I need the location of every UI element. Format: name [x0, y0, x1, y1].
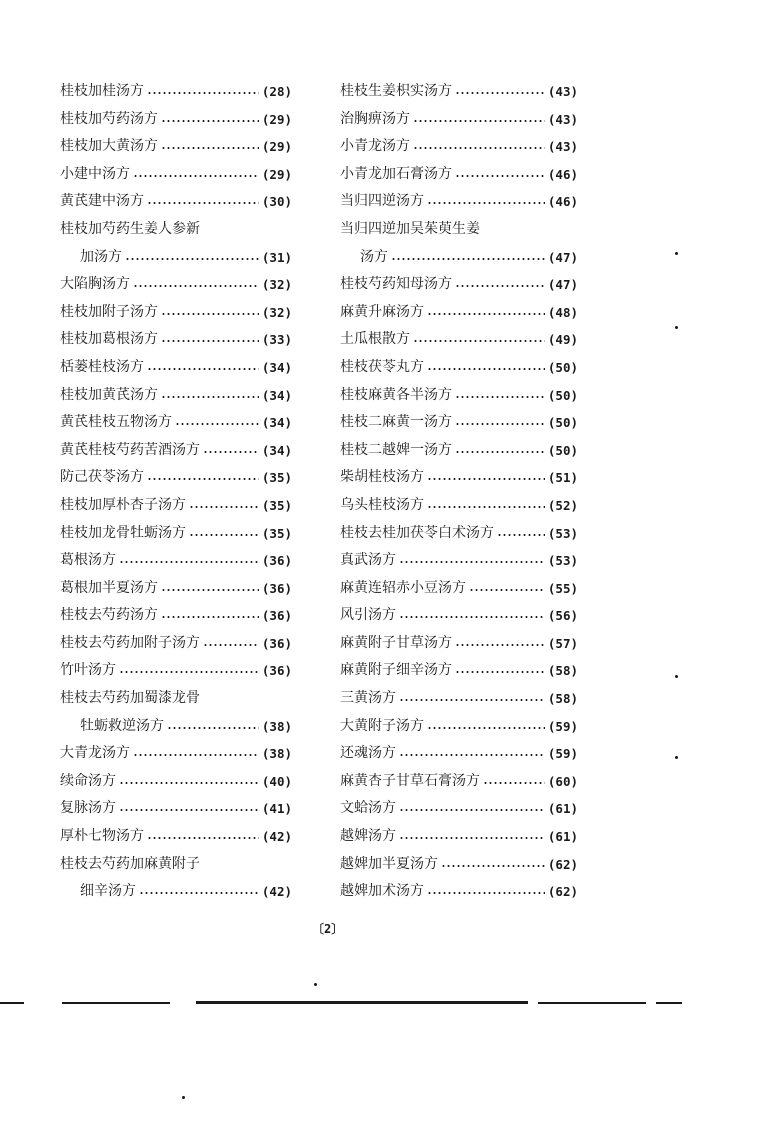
dot-leader — [147, 478, 259, 480]
dot-leader — [413, 147, 545, 149]
toc-entry-title: 麻黄附子细辛汤方 — [340, 662, 452, 679]
toc-entry-title: 桂枝加大黄汤方 — [60, 138, 158, 155]
scan-rule — [62, 1002, 170, 1004]
dot-leader — [427, 892, 545, 894]
toc-entry-title: 土瓜根散方 — [340, 331, 410, 348]
toc-entry — [340, 271, 578, 299]
toc-entry — [340, 133, 578, 161]
toc-page-number: (36) — [261, 580, 292, 596]
toc-page-number: (35) — [261, 497, 292, 513]
toc-page-number: (34) — [261, 415, 292, 431]
toc-page-number: (60) — [547, 773, 578, 789]
toc-entry-title: 当归四逆加吴茱萸生姜 — [340, 220, 480, 237]
toc-page-number: (41) — [261, 801, 292, 817]
toc-page-number: (47) — [547, 277, 578, 293]
dot-leader — [427, 727, 545, 729]
dot-leader — [161, 120, 259, 122]
toc-page-number: (47) — [547, 249, 578, 265]
dot-leader — [167, 727, 259, 729]
toc-page-number: (32) — [261, 304, 292, 320]
toc-page-number: (57) — [547, 635, 578, 651]
toc-right-column — [340, 78, 578, 906]
toc-entry-title: 桂枝去芍药加附子汤方 — [60, 634, 200, 651]
toc-entry — [60, 354, 292, 382]
toc-entry-title: 麻黄连轺赤小豆汤方 — [340, 579, 466, 596]
scan-rule — [0, 1002, 24, 1004]
dot-leader — [161, 616, 259, 618]
toc-page-number: (43) — [547, 84, 578, 99]
toc-entry — [60, 216, 292, 244]
dot-leader — [139, 892, 259, 894]
toc-entry — [60, 602, 292, 630]
scan-speck — [182, 1096, 185, 1099]
toc-entry — [60, 161, 292, 189]
toc-entry-title: 防己茯苓汤方 — [60, 469, 144, 486]
dot-leader — [399, 754, 545, 756]
toc-page-number: (30) — [261, 194, 292, 210]
dot-leader — [427, 368, 545, 370]
dot-leader — [441, 865, 545, 867]
toc-page-number: (56) — [547, 608, 578, 624]
dot-leader — [399, 837, 545, 839]
toc-page-number: (38) — [261, 746, 292, 762]
toc-entry-title: 桂枝二麻黄一汤方 — [340, 414, 452, 431]
toc-page-number: (28) — [261, 84, 292, 99]
scan-rule — [196, 1001, 528, 1004]
toc-entry — [340, 216, 578, 244]
toc-entry-title: 三黄汤方 — [340, 690, 396, 707]
toc-entry-title: 风引汤方 — [340, 607, 396, 624]
dot-leader — [455, 396, 545, 398]
toc-entry-title: 真武汤方 — [340, 552, 396, 569]
toc-entry-title: 桂枝去芍药汤方 — [60, 607, 158, 624]
toc-page-number: (42) — [261, 829, 292, 845]
toc-entry-title: 还魂汤方 — [340, 745, 396, 762]
toc-entry-title: 汤方 — [360, 248, 388, 265]
toc-entry — [60, 547, 292, 575]
dot-leader — [427, 313, 545, 315]
dot-leader — [161, 396, 259, 398]
dot-leader — [399, 809, 545, 811]
toc-entry — [60, 78, 292, 106]
toc-entry — [340, 382, 578, 410]
toc-entry-title: 桂枝加芍药生姜人参新 — [60, 220, 200, 237]
dot-leader — [119, 671, 259, 673]
toc-page-number: (50) — [547, 359, 578, 375]
toc-entry — [340, 740, 578, 768]
toc-page-number: (34) — [261, 387, 292, 403]
toc-page-number: (46) — [547, 194, 578, 210]
toc-entry-title: 细辛汤方 — [80, 883, 136, 900]
dot-leader — [161, 313, 259, 315]
toc-entry — [340, 409, 578, 437]
toc-page-number: (58) — [547, 691, 578, 707]
dot-leader — [391, 258, 545, 260]
toc-page-number: (33) — [261, 332, 292, 348]
toc-entry-title: 大青龙汤方 — [60, 745, 130, 762]
toc-entry — [340, 657, 578, 685]
toc-page-number: (50) — [547, 387, 578, 403]
dot-leader — [161, 340, 259, 342]
scan-speck — [675, 252, 678, 255]
toc-entry-title: 当归四逆汤方 — [340, 193, 424, 210]
dot-leader — [455, 671, 545, 673]
dot-leader — [399, 561, 545, 563]
toc-entry-title: 桂枝芍药知母汤方 — [340, 276, 452, 293]
toc-page-number: (59) — [547, 718, 578, 734]
dot-leader — [455, 423, 545, 425]
toc-entry — [60, 492, 292, 520]
toc-entry-title: 黄芪桂枝芍药苦酒汤方 — [60, 441, 200, 458]
dot-leader — [147, 368, 259, 370]
toc-page-number: (61) — [547, 829, 578, 845]
dot-leader — [427, 478, 545, 480]
scan-rule — [538, 1002, 646, 1004]
toc-entry-title: 桂枝加桂汤方 — [60, 83, 144, 99]
dot-leader — [455, 175, 545, 177]
toc-entry-title: 小青龙加石膏汤方 — [340, 165, 452, 182]
toc-entry-title: 厚朴七物汤方 — [60, 828, 144, 845]
dot-leader — [125, 258, 259, 260]
toc-entry-title: 桂枝加芍药汤方 — [60, 110, 158, 127]
toc-page-number: (53) — [547, 525, 578, 541]
toc-entry — [60, 299, 292, 327]
toc-entry — [60, 657, 292, 685]
toc-entry-title: 桂枝二越婢一汤方 — [340, 441, 452, 458]
scan-speck — [675, 756, 678, 759]
toc-page-number: (38) — [261, 718, 292, 734]
toc-page-number: (53) — [547, 553, 578, 569]
toc-entry — [60, 133, 292, 161]
toc-entry — [60, 437, 292, 465]
toc-entry — [340, 795, 578, 823]
toc-page-number: (36) — [261, 608, 292, 624]
toc-page-number: (62) — [547, 884, 578, 900]
dot-leader — [119, 809, 259, 811]
dot-leader — [119, 782, 259, 784]
toc-page-number: (42) — [261, 884, 292, 900]
dot-leader — [399, 616, 545, 618]
toc-entry — [340, 299, 578, 327]
toc-entry — [60, 409, 292, 437]
toc-entry-title: 黄芪建中汤方 — [60, 193, 144, 210]
dot-leader — [161, 589, 259, 591]
toc-entry — [60, 271, 292, 299]
toc-page-number: (43) — [547, 111, 578, 127]
toc-page-number: (48) — [547, 304, 578, 320]
dot-leader — [133, 175, 259, 177]
dot-leader — [147, 837, 259, 839]
dot-leader — [189, 506, 259, 508]
dot-leader — [469, 589, 545, 591]
toc-entry — [60, 464, 292, 492]
page-number: 〔2〕 — [312, 922, 344, 936]
toc-page-number: (32) — [261, 277, 292, 293]
toc-page-number: (49) — [547, 332, 578, 348]
toc-entry-title: 麻黄升麻汤方 — [340, 303, 424, 320]
toc-entry-title: 桂枝去芍药加蜀漆龙骨 — [60, 690, 200, 707]
toc-entry-title: 桂枝去桂加茯苓白术汤方 — [340, 524, 494, 541]
toc-entry-title: 柴胡桂枝汤方 — [340, 469, 424, 486]
toc-page-number: (43) — [547, 139, 578, 155]
dot-leader — [427, 202, 545, 204]
toc-entry — [340, 768, 578, 796]
toc-entry-title: 桂枝生姜枳实汤方 — [340, 83, 452, 99]
toc-page-number: (29) — [261, 139, 292, 155]
toc-entry — [60, 851, 292, 879]
toc-page-number: (36) — [261, 635, 292, 651]
toc-page-number: (36) — [261, 553, 292, 569]
toc-entry-title: 续命汤方 — [60, 772, 116, 789]
toc-entry — [60, 878, 292, 906]
toc-entry-title: 复脉汤方 — [60, 800, 116, 817]
toc-entry — [340, 630, 578, 658]
dot-leader — [119, 561, 259, 563]
toc-entry — [340, 78, 578, 106]
toc-entry — [340, 602, 578, 630]
scan-speck — [675, 326, 678, 329]
toc-page-number: (62) — [547, 856, 578, 872]
toc-entry — [60, 740, 292, 768]
toc-entry — [60, 685, 292, 713]
toc-entry — [60, 823, 292, 851]
toc-entry — [340, 713, 578, 741]
toc-entry-title: 越婢汤方 — [340, 828, 396, 845]
toc-page-number: (46) — [547, 166, 578, 182]
dot-leader — [133, 754, 259, 756]
toc-entry — [340, 575, 578, 603]
dot-leader — [413, 340, 545, 342]
toc-entry — [340, 354, 578, 382]
toc-entry-title: 越婢加半夏汤方 — [340, 855, 438, 872]
dot-leader — [399, 699, 545, 701]
toc-entry-title: 桂枝麻黄各半汤方 — [340, 386, 452, 403]
toc-entry — [60, 575, 292, 603]
toc-entry-title: 小青龙汤方 — [340, 138, 410, 155]
toc-entry-title: 文蛤汤方 — [340, 800, 396, 817]
toc-page-number: (61) — [547, 801, 578, 817]
toc-entry-title: 麻黄杏子甘草石膏汤方 — [340, 772, 480, 789]
toc-entry — [340, 188, 578, 216]
toc-entry-title: 加汤方 — [80, 248, 122, 265]
dot-leader — [203, 451, 259, 453]
toc-page-number: (36) — [261, 663, 292, 679]
toc-entry — [340, 326, 578, 354]
toc-entry — [340, 106, 578, 134]
toc-left-column — [60, 78, 292, 906]
toc-page-number: (31) — [261, 249, 292, 265]
dot-leader — [455, 451, 545, 453]
toc-entry-title: 桂枝加龙骨牡蛎汤方 — [60, 524, 186, 541]
toc-page-number: (34) — [261, 359, 292, 375]
dot-leader — [483, 782, 545, 784]
toc-entry — [340, 520, 578, 548]
toc-entry-title: 小建中汤方 — [60, 165, 130, 182]
toc-entry — [340, 464, 578, 492]
toc-entry-title: 桂枝茯苓丸方 — [340, 358, 424, 375]
toc-entry — [60, 244, 292, 272]
dot-leader — [147, 92, 259, 94]
toc-page-number: (50) — [547, 442, 578, 458]
scan-rule — [656, 1002, 682, 1004]
dot-leader — [455, 92, 545, 94]
dot-leader — [175, 423, 259, 425]
toc-page-number: (50) — [547, 415, 578, 431]
scan-speck — [675, 675, 678, 678]
scan-speck — [314, 983, 317, 986]
toc-entry-title: 桂枝加厚朴杏子汤方 — [60, 496, 186, 513]
toc-entry — [340, 492, 578, 520]
toc-entry-title: 葛根汤方 — [60, 552, 116, 569]
dot-leader — [427, 506, 545, 508]
toc-page-number: (29) — [261, 111, 292, 127]
toc-entry-title: 栝蒌桂枝汤方 — [60, 358, 144, 375]
dot-leader — [413, 120, 545, 122]
toc-entry-title: 葛根加半夏汤方 — [60, 579, 158, 596]
dot-leader — [161, 147, 259, 149]
toc-entry — [60, 713, 292, 741]
toc-entry-title: 桂枝加附子汤方 — [60, 303, 158, 320]
toc-page-number: (35) — [261, 525, 292, 541]
toc-page-number: (55) — [547, 580, 578, 596]
toc-entry — [60, 520, 292, 548]
toc-entry-title: 竹叶汤方 — [60, 662, 116, 679]
toc-entry-title: 牡蛎救逆汤方 — [80, 717, 164, 734]
toc-entry-title: 越婢加术汤方 — [340, 883, 424, 900]
dot-leader — [497, 534, 545, 536]
toc-entry — [60, 106, 292, 134]
toc-entry-title: 乌头桂枝汤方 — [340, 496, 424, 513]
toc-entry-title: 治胸痹汤方 — [340, 110, 410, 127]
toc-entry-title: 桂枝去芍药加麻黄附子 — [60, 855, 200, 872]
toc-entry — [340, 547, 578, 575]
toc-entry-title: 桂枝加黄芪汤方 — [60, 386, 158, 403]
toc-page-number: (40) — [261, 773, 292, 789]
toc-entry — [340, 685, 578, 713]
toc-entry — [60, 326, 292, 354]
toc-entry — [340, 878, 578, 906]
toc-entry-title: 大黄附子汤方 — [340, 717, 424, 734]
toc-page-number: (59) — [547, 746, 578, 762]
toc-page-number: (29) — [261, 166, 292, 182]
dot-leader — [147, 202, 259, 204]
dot-leader — [203, 644, 259, 646]
toc-entry — [340, 823, 578, 851]
toc-entry — [340, 161, 578, 189]
toc-page-number: (58) — [547, 663, 578, 679]
toc-entry-title: 大陷胸汤方 — [60, 276, 130, 293]
toc-entry — [60, 768, 292, 796]
dot-leader — [455, 285, 545, 287]
toc-entry-title: 麻黄附子甘草汤方 — [340, 634, 452, 651]
toc-page-number: (34) — [261, 442, 292, 458]
toc-entry — [60, 795, 292, 823]
toc-entry — [60, 382, 292, 410]
dot-leader — [133, 285, 259, 287]
toc-entry — [340, 244, 578, 272]
toc-entry — [340, 851, 578, 879]
toc-page-number: (35) — [261, 470, 292, 486]
dot-leader — [189, 534, 259, 536]
toc-entry — [60, 188, 292, 216]
toc-entry-title: 黄芪桂枝五物汤方 — [60, 414, 172, 431]
toc-entry — [60, 630, 292, 658]
toc-entry — [340, 437, 578, 465]
dot-leader — [455, 644, 545, 646]
toc-page-number: (52) — [547, 497, 578, 513]
toc-entry-title: 桂枝加葛根汤方 — [60, 331, 158, 348]
toc-page-number: (51) — [547, 470, 578, 486]
